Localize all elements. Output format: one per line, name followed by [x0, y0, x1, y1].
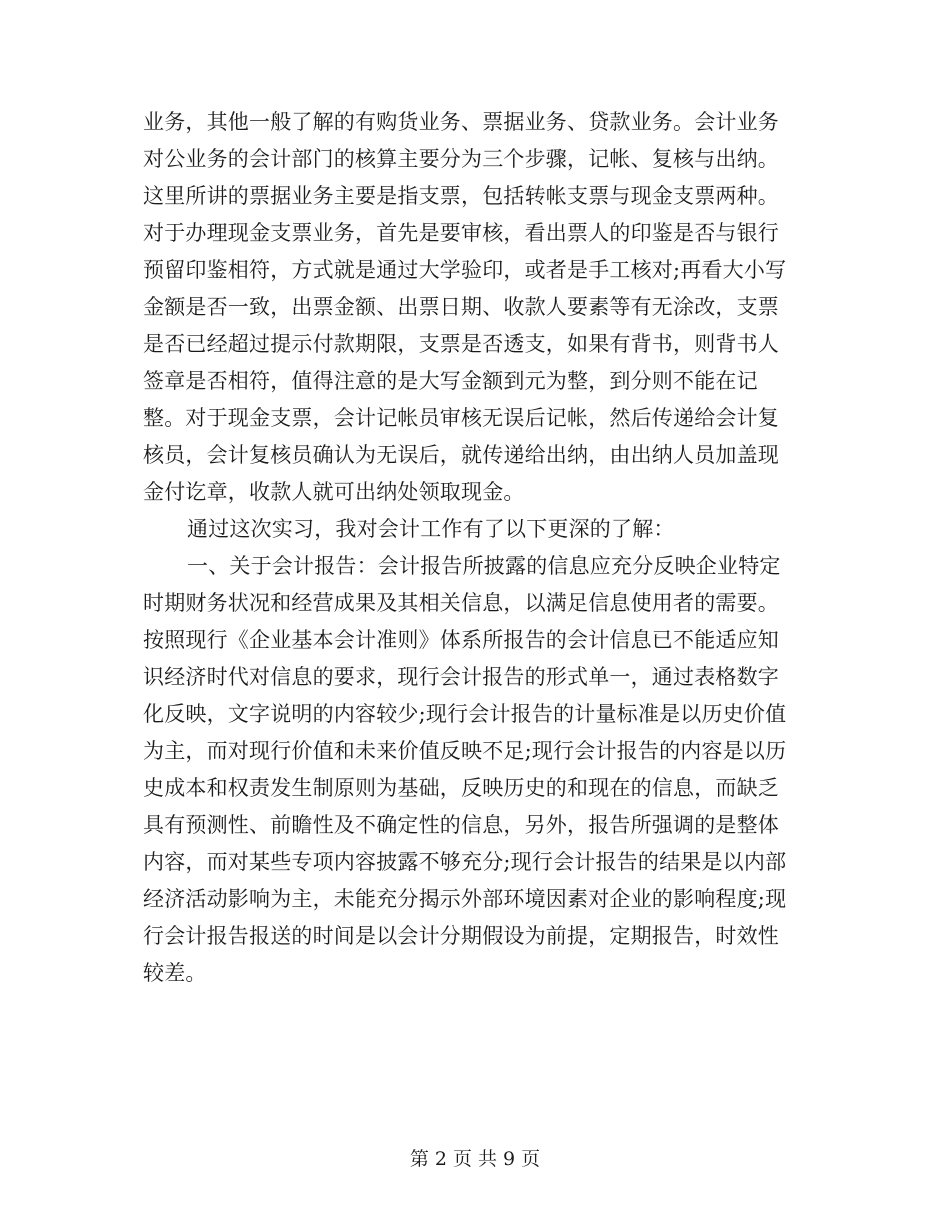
text-line: 识经济时代对信息的要求，现行会计报告的形式单一，通过表格数字: [143, 665, 779, 689]
text-line: 史成本和权责发生制原则为基础，反映历史的和现在的信息，而缺乏: [143, 776, 779, 800]
text-line: 较差。: [143, 961, 207, 985]
text-line: 化反映，文字说明的内容较少;现行会计报告的计量标准是以历史价值: [143, 702, 787, 726]
text-line: 这里所讲的票据业务主要是指支票，包括转帐支票与现金支票两种。: [143, 184, 779, 208]
text-line: 时期财务状况和经营成果及其相关信息，以满足信息使用者的需要。: [143, 591, 779, 615]
text-line: 金付讫章，收款人就可出纳处领取现金。: [143, 480, 525, 504]
text-line: 为主，而对现行价值和未来价值反映不足;现行会计报告的内容是以历: [143, 739, 787, 763]
text-line: 具有预测性、前瞻性及不确定性的信息，另外，报告所强调的是整体: [143, 813, 779, 837]
text-line: 业务，其他一般了解的有购货业务、票据业务、贷款业务。会计业务: [143, 110, 779, 134]
text-line: 是否已经超过提示付款期限，支票是否透支，如果有背书，则背书人: [143, 332, 779, 356]
text-line: 对于办理现金支票业务，首先是要审核，看出票人的印鉴是否与银行: [143, 221, 779, 245]
text-line: 按照现行《企业基本会计准则》体系所报告的会计信息已不能适应知: [143, 628, 779, 652]
text-line: 核员，会计复核员确认为无误后，就传递给出纳，由出纳人员加盖现: [143, 443, 779, 467]
paragraph-first-line: 通过这次实习，我对会计工作有了以下更深的了解：: [187, 517, 675, 541]
text-line: 内容，而对某些专项内容披露不够充分;现行会计报告的结果是以内部: [143, 850, 787, 874]
page-number-footer: 第 2 页 共 9 页: [409, 1148, 541, 1170]
text-line: 金额是否一致，出票金额、出票日期、收款人要素等有无涂改，支票: [143, 295, 779, 319]
text-line: 预留印鉴相符，方式就是通过大学验印，或者是手工核对;再看大小写: [143, 258, 787, 282]
text-line: 对公业务的会计部门的核算主要分为三个步骤，记帐、复核与出纳。: [143, 147, 779, 171]
paragraph-first-line: 一、关于会计报告：会计报告所披露的信息应充分反映企业特定: [187, 554, 781, 578]
text-line: 行会计报告报送的时间是以会计分期假设为前提，定期报告，时效性: [143, 924, 779, 948]
text-line: 签章是否相符，值得注意的是大写金额到元为整，到分则不能在记: [143, 369, 758, 393]
text-line: 经济活动影响为主，未能充分揭示外部环境因素对企业的影响程度;现: [143, 887, 787, 911]
text-line: 整。对于现金支票，会计记帐员审核无误后记帐，然后传递给会计复: [143, 406, 779, 430]
